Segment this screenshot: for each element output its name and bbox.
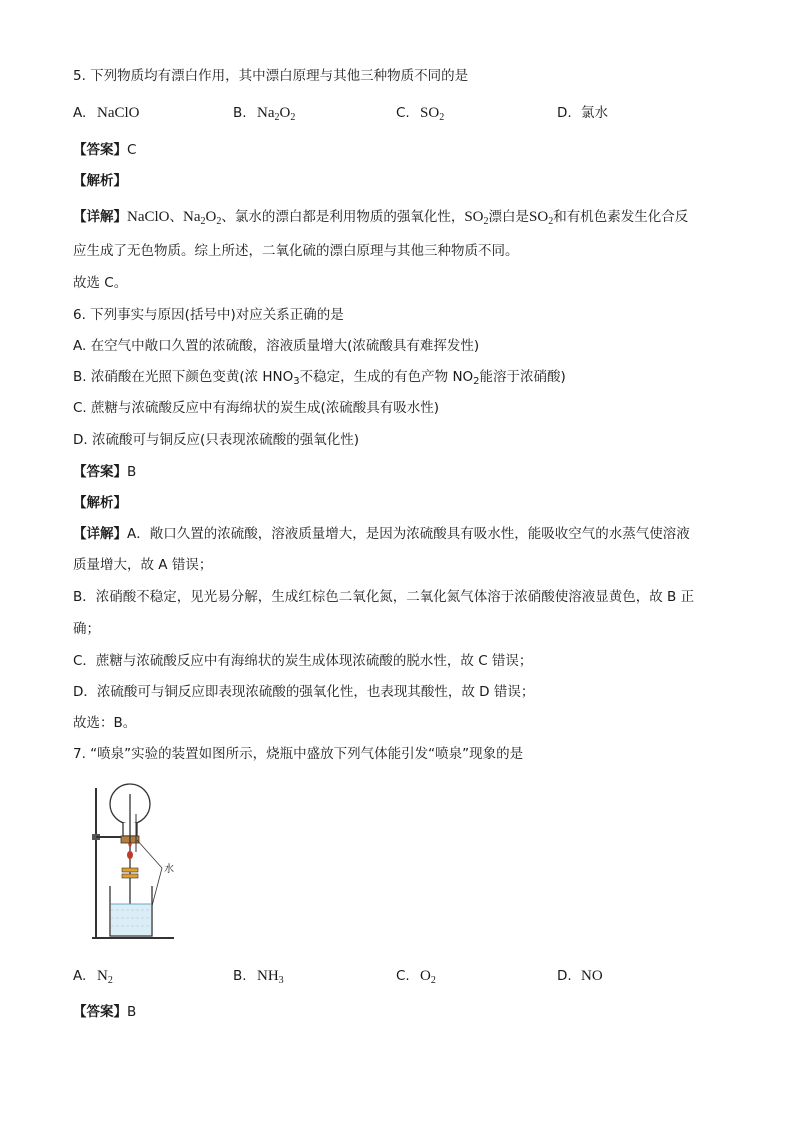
fountain-apparatus-figure bbox=[70, 780, 190, 940]
q5-option-b bbox=[233, 103, 295, 123]
q6-option-b: B. 浓硝酸在光照下颜色变黄(浓 $HNO_3$不稳定，生成的有色产物 $NO_2$能溶于浓硝酸) bbox=[73, 369, 566, 387]
q6-answer bbox=[73, 463, 136, 481]
option-text: $NH_3$ bbox=[257, 968, 284, 986]
answer-tag: 【答案】 bbox=[73, 142, 127, 158]
option-letter: D. bbox=[557, 968, 572, 984]
option-letter: C. bbox=[396, 968, 410, 984]
q5-option-d bbox=[557, 103, 608, 123]
option-letter: B. bbox=[233, 105, 247, 121]
q6-detail-line-3: B．浓硝酸不稳定，见光易分解，生成红棕色二氧化氮，二氧化氮气体溶于浓硝酸使溶液显黄色，故 B 正 bbox=[73, 589, 695, 605]
q5-detail-line-1: 【详解】NaClO、$Na_2O_2$、氯水的漂白都是利用物质的强氧化性，$SO_2$漂白是$SO_2$和有机色素发生化合反 bbox=[73, 209, 689, 227]
option-text: $O_2$ bbox=[420, 968, 436, 986]
answer-tag: 【答案】 bbox=[73, 464, 127, 480]
q6-option-a: A. 在空气中敞口久置的浓硫酸，溶液质量增大(浓硫酸具有难挥发性) bbox=[73, 338, 480, 354]
option-text: $SO_2$ bbox=[420, 105, 445, 123]
q7-option-d bbox=[557, 966, 603, 986]
option-letter: D. bbox=[557, 105, 572, 121]
option-text: NaClO bbox=[97, 105, 140, 121]
q7-option-b bbox=[233, 966, 284, 986]
answer-value: B bbox=[127, 464, 137, 480]
q6-detail-line-7: 故选：B。 bbox=[73, 715, 137, 731]
q5-analysis-tag: 【解析】 bbox=[73, 173, 127, 189]
option-text: 氯水 bbox=[581, 105, 608, 121]
red-drop-2 bbox=[127, 851, 133, 859]
pinch-clip-2 bbox=[122, 874, 138, 878]
q5-stem: 5. 下列物质均有漂白作用，其中漂白原理与其他三种物质不同的是 bbox=[73, 68, 469, 84]
q6-detail-line-1: 【详解】A．敞口久置的浓硫酸，溶液质量增大，是因为浓硫酸具有吸水性，能吸收空气的水蒸气使溶液 bbox=[73, 526, 690, 542]
water-label: 水 bbox=[164, 864, 174, 875]
detail-tag: 【详解】 bbox=[73, 209, 127, 225]
q5-detail-line-2: 应生成了无色物质。综上所述，二氧化硫的漂白原理与其他三种物质不同。 bbox=[73, 243, 519, 259]
label-leader bbox=[137, 840, 162, 868]
option-letter: B. bbox=[233, 968, 247, 984]
option-letter: A. bbox=[73, 105, 87, 121]
answer-tag: 【答案】 bbox=[73, 1004, 127, 1020]
q7-option-a bbox=[73, 966, 113, 986]
option-letter: A. bbox=[73, 968, 87, 984]
q6-detail-line-2: 质量增大，故 A 错误； bbox=[73, 557, 213, 573]
q7-answer bbox=[73, 1003, 136, 1021]
q7-option-c bbox=[396, 966, 436, 986]
label-leader-2 bbox=[152, 868, 162, 906]
q6-option-c: C. 蔗糖与浓硫酸反应中有海绵状的炭生成(浓硫酸具有吸水性) bbox=[73, 400, 440, 416]
option-text: NO bbox=[581, 968, 603, 984]
q7-stem: 7. “喷泉”实验的装置如图所示，烧瓶中盛放下列气体能引发“喷泉”现象的是 bbox=[73, 746, 524, 762]
option-text: $Na_2O_2$ bbox=[257, 105, 296, 123]
red-drop bbox=[128, 843, 132, 848]
q6-stem: 6. 下列事实与原因(括号中)对应关系正确的是 bbox=[73, 307, 344, 323]
answer-value: C bbox=[127, 142, 137, 158]
option-letter: C. bbox=[396, 105, 410, 121]
q5-option-c bbox=[396, 103, 444, 123]
beaker-water bbox=[111, 904, 151, 935]
q6-detail-line-6: D．浓硫酸可与铜反应即表现浓硫酸的强氧化性，也表现其酸性，故 D 错误； bbox=[73, 684, 535, 700]
q6-analysis-tag: 【解析】 bbox=[73, 495, 127, 511]
q5-detail-line-3: 故选 C。 bbox=[73, 275, 128, 291]
q6-detail-line-4: 确； bbox=[73, 621, 100, 637]
option-text: $N_2$ bbox=[97, 968, 113, 986]
answer-value: B bbox=[127, 1004, 137, 1020]
detail-tag: 【详解】 bbox=[73, 526, 127, 542]
q6-option-d: D. 浓硫酸可与铜反应(只表现浓硫酸的强氧化性) bbox=[73, 432, 360, 448]
q5-answer bbox=[73, 141, 136, 159]
pinch-clip bbox=[122, 868, 138, 872]
q6-detail-line-5: C．蔗糖与浓硫酸反应中有海绵状的炭生成体现浓硫酸的脱水性，故 C 错误； bbox=[73, 653, 533, 669]
q5-option-a bbox=[73, 103, 140, 123]
